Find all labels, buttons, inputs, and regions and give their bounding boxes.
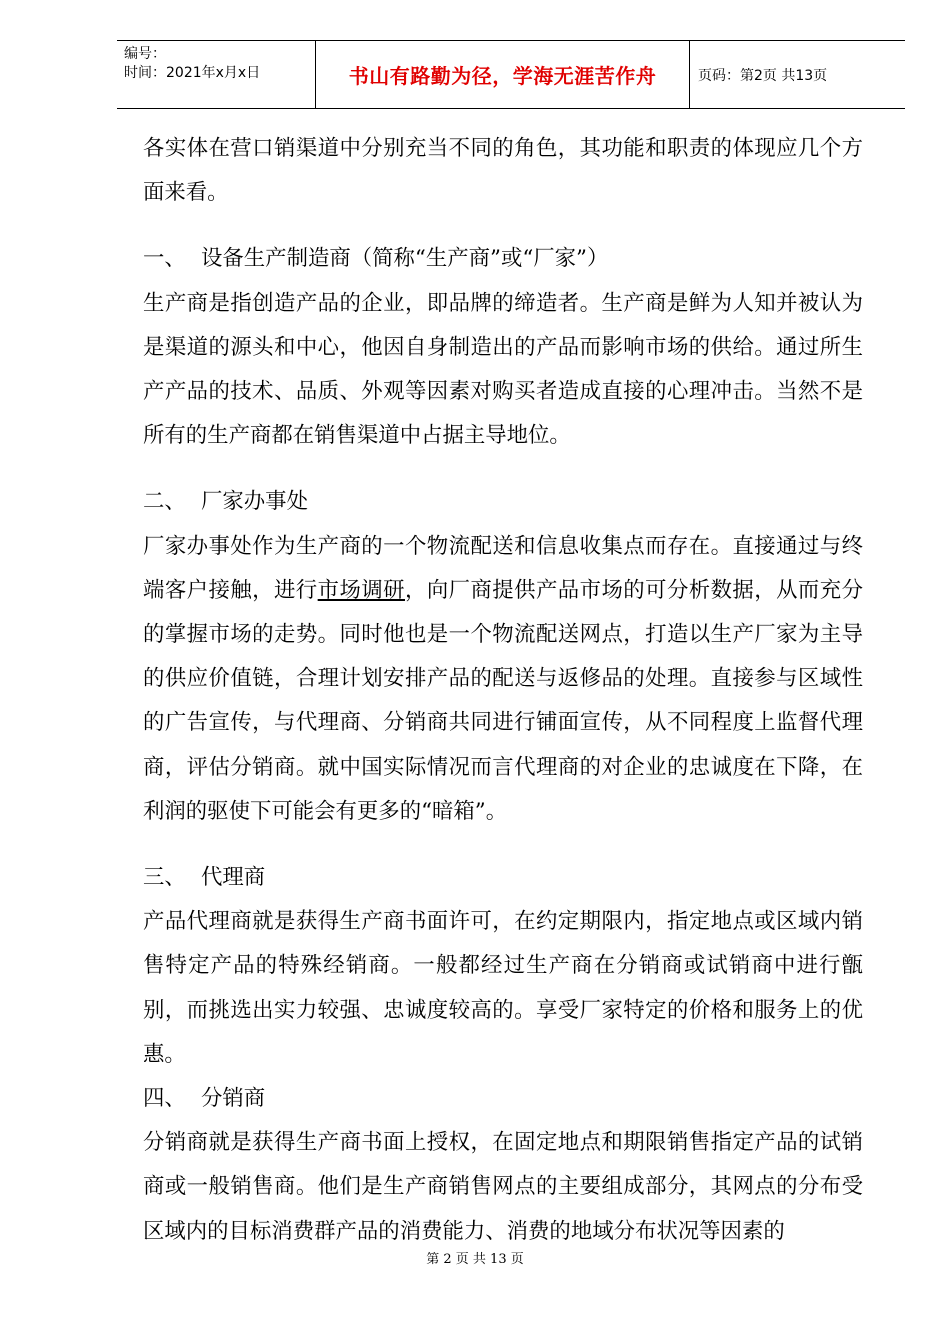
section-2-title: 厂家办事处	[201, 489, 308, 515]
header-meta	[117, 41, 316, 108]
section-4-heading	[143, 1077, 863, 1121]
document-body	[143, 127, 863, 1254]
section-3-title: 代理商	[201, 865, 266, 891]
section-1-heading	[143, 237, 863, 281]
section-2-heading	[143, 480, 863, 524]
section-3-paragraph: 产品代理商就是获得生产商书面许可，在约定期限内，指定地点或区域内销售特定产品的特殊经销商。一般都经过生产商在分销商或试销商中进行甑别，而挑选出实力较强、忠诚度较高的。享受厂家特定的价格和服务上的优惠。	[143, 909, 863, 1067]
market-research-link[interactable]: 市场调研	[317, 577, 405, 603]
section-2-paragraph	[143, 525, 863, 834]
section-2-text-after: ，向厂商提供产品市场的可分析数据，从而充分的掌握市场的走势。同时他也是一个物流配送网点，打造以生产厂家为主导的供应价值链，合理计划安排产品的配送与返修品的处理。直接参与区域性的广告宣传，与代理商、分销商共同进行铺面宣传，从不同程度上监督代理商，评估分销商。就中国实际情况而言代理商的对企业的忠诚度在下降，在利润的驱使下可能会有更多的“暗箱”。	[143, 577, 863, 824]
section-3-heading	[143, 856, 863, 900]
section-3-number: 三、	[143, 865, 186, 891]
section-1-number: 一、	[143, 246, 186, 272]
number-label: 编号：	[124, 46, 166, 62]
page-label: 页码：第2页 共13页	[698, 67, 828, 84]
motto: 书山有路勤为径，学海无涯苦作舟	[348, 64, 657, 88]
section-1-paragraph: 生产商是指创造产品的企业，即品牌的缔造者。生产商是鲜为人知并被认为是渠道的源头和中心，他因自身制造出的产品而影响市场的供给。通过所生产产品的技术、品质、外观等因素对购买者造成直接的心理冲击。当然不是所有的生产商都在销售渠道中占据主导地位。	[143, 290, 863, 449]
page-header	[117, 40, 905, 109]
section-4-title: 分销商	[201, 1086, 266, 1112]
header-page-cell	[690, 41, 905, 108]
time-label: 时间：2021年x月x日	[124, 65, 261, 81]
intro-paragraph: 各实体在营口销渠道中分别充当不同的角色，其功能和职责的体现应几个方面来看。	[143, 136, 863, 206]
section-4-number: 四、	[143, 1086, 186, 1112]
section-2-text-before: 厂家办事处作为生产商的一个物流配送和信息收集点而存在。直接通过与终端客户接触，进行	[143, 533, 863, 603]
section-1-title: 设备生产制造商（简称“生产商”或“厂家”）	[201, 246, 609, 272]
section-4-paragraph: 分销商就是获得生产商书面上授权，在固定地点和期限销售指定产品的试销商或一般销售商。他们是生产商销售网点的主要组成部分，其网点的分布受区域内的目标消费群产品的消费能力、消费的地域分布状况等因素的	[143, 1130, 863, 1244]
header-motto-cell	[316, 41, 690, 108]
section-2-number: 二、	[143, 489, 186, 515]
page-footer: 第 2 页 共 13 页	[426, 1252, 524, 1267]
